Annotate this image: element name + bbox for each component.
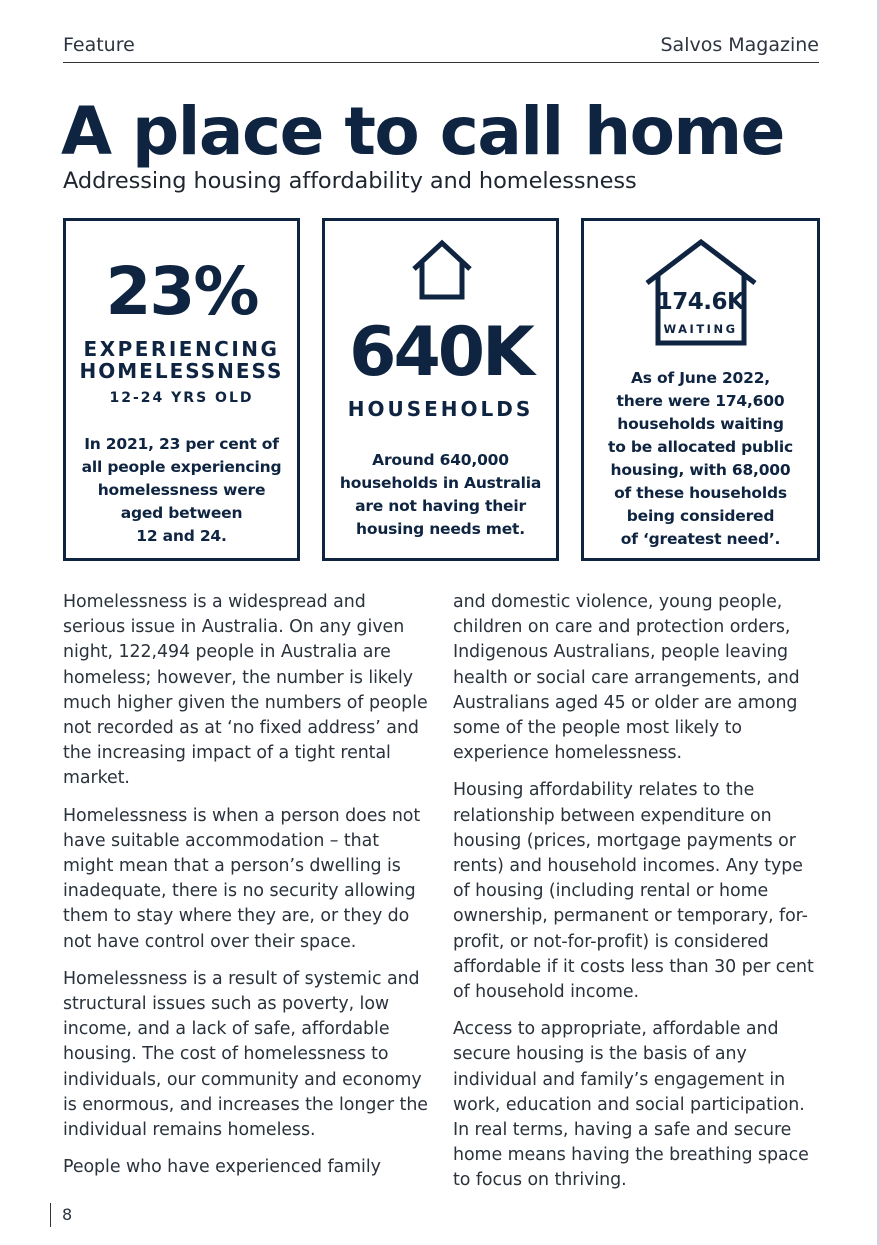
body-paragraph: Housing affordability relates to the relationship between expenditure on housing (prices, mortgage payments or rents) and household incomes. Any type of housing (including rental or home ownership, permanent or temporary, for-profit, or not-for-profit) is considered affordable if it costs less than 30 per cent of household income. bbox=[453, 780, 814, 1003]
stat-label: EXPERIENCING bbox=[83, 337, 280, 361]
desc-line: households waiting bbox=[617, 415, 784, 433]
body-column-left bbox=[63, 590, 429, 1192]
desc-line: 12 and 24. bbox=[136, 527, 227, 545]
publication-name: Salvos Magazine bbox=[660, 34, 819, 56]
section-label: Feature bbox=[63, 34, 135, 56]
desc-line: being considered bbox=[626, 507, 775, 525]
stat-box-households bbox=[322, 218, 559, 561]
body-paragraph: Homelessness is a result of systemic and structural issues such as poverty, low income, and a lack of safe, affordable housing. The cost of homelessness to individuals, our community and economy is enormous, and increases the longer the individual remains homeless. bbox=[63, 968, 428, 1141]
desc-line: In 2021, 23 per cent of bbox=[84, 435, 279, 453]
desc-line: homelessness were bbox=[97, 481, 266, 499]
stat-label: HOUSEHOLDS bbox=[347, 397, 534, 421]
body-paragraph: and domestic violence, young people, children on care and protection orders, Indigenous Australians, people leaving health or social care arrangements, and Australians aged 45 or older are among some of the people most likely to experience homelessness. bbox=[453, 592, 800, 764]
body-paragraph: Homelessness is a widespread and serious issue in Australia. On any given night, 122,494 people in Australia are homeless; however, the number is likely much higher given the numbers of people not recorded as at ‘no fixed address’ and the increasing impact of a tight rental market. bbox=[63, 592, 428, 789]
desc-line: Around 640,000 bbox=[372, 451, 509, 469]
stat-figure: 174.6K bbox=[656, 289, 745, 315]
house-icon bbox=[410, 239, 474, 301]
stat-label: WAITING bbox=[663, 322, 738, 336]
stat-description bbox=[333, 449, 548, 541]
body-column-right bbox=[453, 590, 825, 1206]
stat-label: HOMELESSNESS bbox=[79, 359, 284, 383]
body-paragraph: People who have experienced family bbox=[63, 1157, 381, 1178]
stat-figure: 640K bbox=[349, 313, 532, 392]
stat-description bbox=[74, 433, 289, 548]
desc-line: housing needs met. bbox=[356, 520, 525, 538]
desc-line: to be allocated public bbox=[608, 438, 793, 456]
stat-box-waiting bbox=[581, 218, 820, 561]
desc-line: housing, with 68,000 bbox=[610, 461, 791, 479]
page-number: 8 bbox=[50, 1203, 72, 1227]
page-subtitle: Addressing housing affordability and homelessness bbox=[63, 168, 637, 194]
page-title: A place to call home bbox=[61, 93, 784, 170]
desc-line: there were 174,600 bbox=[616, 392, 785, 410]
body-paragraph: Homelessness is when a person does not have suitable accommodation – that might mean that a person’s dwelling is inadequate, there is no security allowing them to stay where they are, or they do not have control over their space. bbox=[63, 805, 421, 952]
desc-line: are not having their bbox=[355, 497, 526, 515]
body-paragraph: Access to appropriate, affordable and secure housing is the basis of any individual and family’s engagement in work, education and social participation. In real terms, having a safe and secure home means having the breathing space to focus on thriving. bbox=[453, 1019, 809, 1191]
stat-figure: 23% bbox=[105, 253, 258, 330]
desc-line: of these households bbox=[614, 484, 787, 502]
desc-line: of ‘greatest need’. bbox=[620, 530, 781, 548]
desc-line: households in Australia bbox=[339, 474, 542, 492]
running-header bbox=[63, 34, 819, 63]
desc-line: aged between bbox=[120, 504, 243, 522]
stat-description bbox=[592, 367, 809, 551]
stat-box-youth bbox=[63, 218, 300, 561]
stat-sublabel: 12-24 YRS OLD bbox=[109, 390, 254, 406]
desc-line: As of June 2022, bbox=[631, 369, 770, 387]
desc-line: all people experiencing bbox=[81, 458, 282, 476]
